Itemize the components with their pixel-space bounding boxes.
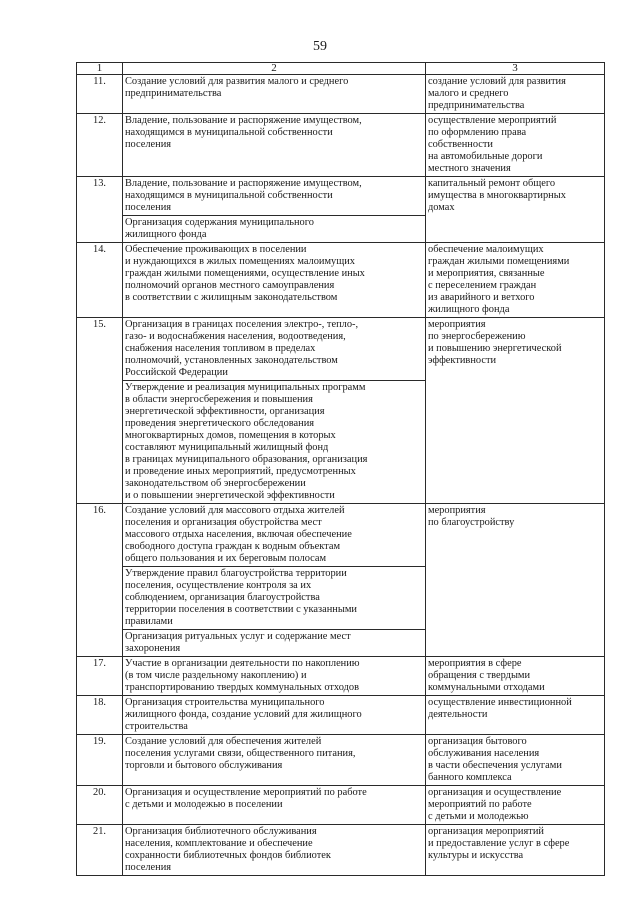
power-description-cell: Создание условий для развития малого и среднего предпринимательства: [123, 75, 426, 114]
table-row: [77, 735, 605, 786]
activity-cell: обеспечение малоимущих граждан жилыми помещениями и мероприятия, связанные с переселением граждан из аварийного и ветхого жилищного фонда: [426, 243, 605, 318]
activity-cell: организация мероприятий и предоставление услуг в сфере культуры и искусства: [426, 825, 605, 876]
row-number: 18.: [93, 697, 106, 708]
table-row: [77, 657, 605, 696]
table-row: [77, 696, 605, 735]
table-row: [77, 318, 605, 381]
power-description-cell: Создание условий для обеспечения жителей поселения услугами связи, общественного питания, торговли и бытового обслуживания: [123, 735, 426, 786]
row-number: 14.: [93, 244, 106, 255]
table-row: [77, 243, 605, 318]
activity-cell: осуществление мероприятий по оформлению права собственности на автомобильные дороги местного значения: [426, 114, 605, 177]
page-number: 59: [313, 39, 327, 54]
row-number: 19.: [93, 736, 106, 747]
header-cell-2: 2: [123, 63, 426, 75]
power-description-cell: Утверждение правил благоустройства территории поселения, осуществление контроля за их соблюдением, организация благоустройства территории поселения в соответствии с указанными правилами: [123, 567, 426, 630]
power-description-cell: Организация библиотечного обслуживания населения, комплектование и обеспечение сохранности библиотечных фондов библиотек поселения: [123, 825, 426, 876]
activity-cell: организация бытового обслуживания населения в части обеспечения услугами банного комплекса: [426, 735, 605, 786]
activity-cell: мероприятия по благоустройству: [426, 504, 605, 657]
table-row: [77, 786, 605, 825]
row-number-cell: [77, 735, 123, 786]
power-description-cell: Создание условий для массового отдыха жителей поселения и организация обустройства мест массового отдыха населения, включая обеспечение свободного доступа граждан к водным объектам общего пользования и их береговым полосам: [123, 504, 426, 567]
header-cell-1: 1: [77, 63, 123, 75]
activity-cell: капитальный ремонт общего имущества в многоквартирных домах: [426, 177, 605, 243]
power-description-cell: Организация ритуальных услуг и содержание мест захоронения: [123, 630, 426, 657]
table-row: [77, 504, 605, 567]
row-number-cell: [77, 696, 123, 735]
activity-cell: осуществление инвестиционной деятельности: [426, 696, 605, 735]
table-row: [77, 177, 605, 216]
power-description-cell: Владение, пользование и распоряжение имуществом, находящимся в муниципальной собственности поселения: [123, 177, 426, 216]
row-number: 20.: [93, 787, 106, 798]
row-number-cell: [77, 786, 123, 825]
row-number-cell: [77, 114, 123, 177]
row-number-cell: [77, 657, 123, 696]
row-number: 15.: [93, 319, 106, 330]
row-number: 17.: [93, 658, 106, 669]
row-number-cell: [77, 318, 123, 504]
row-number-cell: [77, 504, 123, 657]
power-description-cell: Организация содержания муниципального жилищного фонда: [123, 216, 426, 243]
table-row: [77, 114, 605, 177]
header-cell-3: 3: [426, 63, 605, 75]
activity-cell: мероприятия по энергосбережению и повышению энергетической эффективности: [426, 318, 605, 504]
activity-cell: организация и осуществление мероприятий по работе с детьми и молодежью: [426, 786, 605, 825]
row-number: 16.: [93, 505, 106, 516]
power-description-cell: Владение, пользование и распоряжение имуществом, находящимся в муниципальной собственности поселения: [123, 114, 426, 177]
row-number-cell: [77, 243, 123, 318]
power-description-cell: Организация в границах поселения электро-, тепло-, газо- и водоснабжения населения, водоотведения, снабжения населения топливом в пределах полномочий, установленных законодательством Российской Федерации: [123, 318, 426, 381]
powers-table: [76, 62, 605, 876]
power-description-cell: Организация строительства муниципального жилищного фонда, создание условий для жилищного строительства: [123, 696, 426, 735]
power-description-cell: Обеспечение проживающих в поселении и нуждающихся в жилых помещениях малоимущих граждан жилыми помещениями, осуществление иных полномочий органов местного самоуправления в соответствии с жилищным законодательством: [123, 243, 426, 318]
activity-cell: мероприятия в сфере обращения с твердыми коммунальными отходами: [426, 657, 605, 696]
row-number: 21.: [93, 826, 106, 837]
power-description-cell: Утверждение и реализация муниципальных программ в области энергосбережения и повышения энергетической эффективности, организация проведения энергетического обследования многоквартирных домов, помещения в которых составляют муниципальный жилищный фонд в границах муниципального образования, организация и проведение иных мероприятий, предусмотренных законодательством об энергосбережении и о повышении энергетической эффективности: [123, 381, 426, 504]
activity-cell: создание условий для развития малого и среднего предпринимательства: [426, 75, 605, 114]
power-description-cell: Организация и осуществление мероприятий по работе с детьми и молодежью в поселении: [123, 786, 426, 825]
row-number: 11.: [93, 76, 106, 87]
table-row: [77, 75, 605, 114]
row-number-cell: [77, 825, 123, 876]
row-number: 12.: [93, 115, 106, 126]
table-row: [77, 825, 605, 876]
row-number: 13.: [93, 178, 106, 189]
table-header-row: [77, 63, 605, 75]
power-description-cell: Участие в организации деятельности по накоплению (в том числе раздельному накоплению) и транспортированию твердых коммунальных отходов: [123, 657, 426, 696]
row-number-cell: [77, 75, 123, 114]
row-number-cell: [77, 177, 123, 243]
